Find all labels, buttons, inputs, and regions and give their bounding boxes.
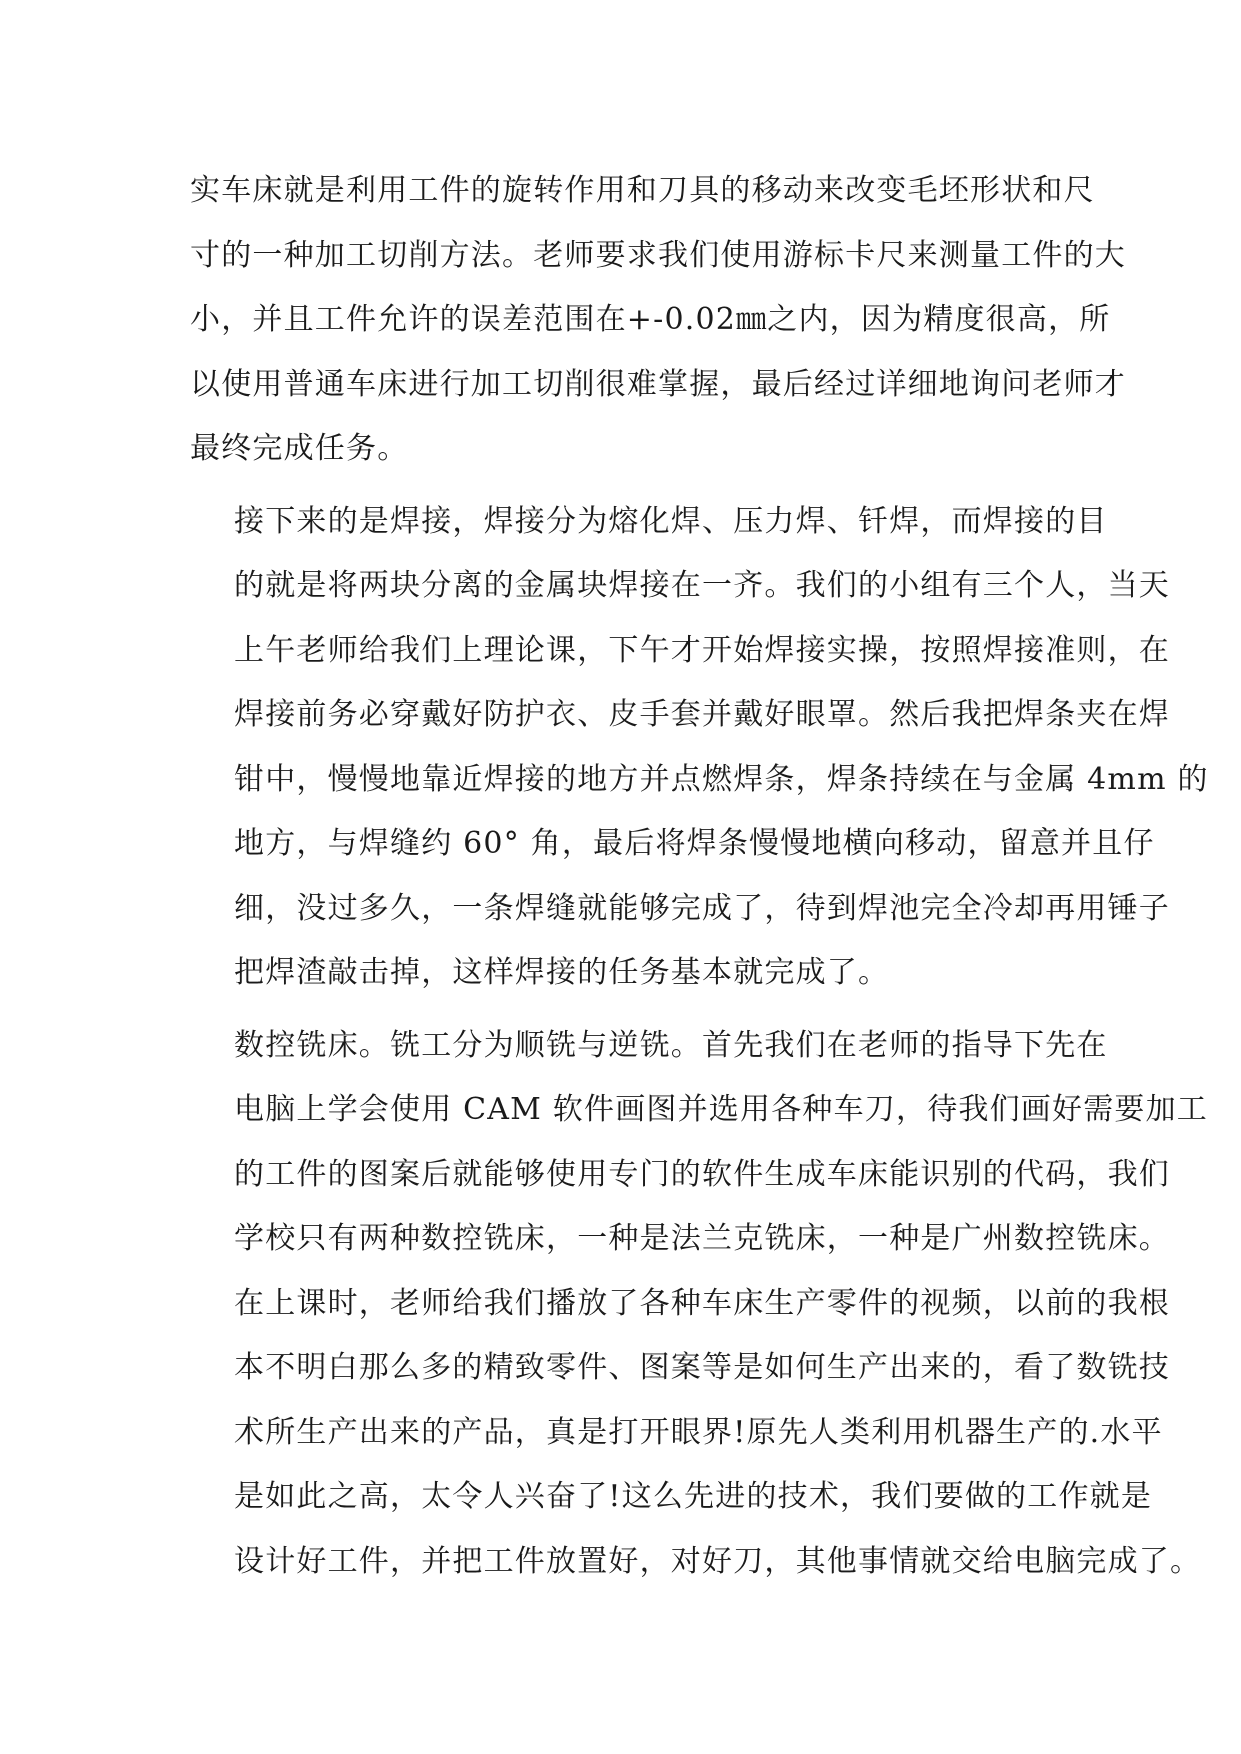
text-line: 数控铣床。铣工分为顺铣与逆铣。首先我们在老师的指导下先在 (234, 1027, 1108, 1063)
text-line: 以使用普通车床进行加工切削很难掌握，最后经过详细地询问老师才 (190, 366, 1126, 402)
text-line: 在上课时，老师给我们播放了各种车床生产零件的视频，以前的我根 (234, 1285, 1170, 1321)
text-line: 学校只有两种数控铣床，一种是法兰克铣床，一种是广州数控铣床。 (234, 1221, 1170, 1256)
text-line: 把焊渣敲击掉，这样焊接的任务基本就完成了。 (234, 955, 890, 990)
paragraph-lathe (190, 159, 1126, 482)
text-line: 术所生产出来的产品，真是打开眼界!原先人类利用机器生产的.水平 (234, 1414, 1163, 1450)
text-line: 最终完成任务。 (190, 431, 409, 466)
text-line: 接下来的是焊接，焊接分为熔化焊、压力焊、钎焊，而焊接的目 (234, 503, 1108, 539)
text-line: 地方，与焊缝约 60° 角，最后将焊条慢慢地横向移动，留意并且仔 (234, 826, 1155, 861)
text-line: 的就是将两块分离的金属块焊接在一齐。我们的小组有三个人，当天 (234, 568, 1170, 603)
text-line: 电脑上学会使用 CAM 软件画图并选用各种车刀，待我们画好需要加工 (234, 1092, 1209, 1127)
text-line: 是如此之高，太令人兴奋了!这么先进的技术，我们要做的工作就是 (234, 1479, 1153, 1514)
text-line: 实车床就是利用工件的旋转作用和刀具的移动来改变毛坯形状和尺 (190, 173, 1095, 208)
text-line: 细，没过多久，一条焊缝就能够完成了，待到焊池完全冷却再用锤子 (234, 890, 1170, 926)
paragraph-welding (190, 490, 1209, 1006)
text-line: 本不明白那么多的精致零件、图案等是如何生产出来的，看了数铣技 (234, 1350, 1170, 1385)
text-line: 钳中，慢慢地靠近焊接的地方并点燃焊条，焊条持续在与金属 4mm 的 (234, 761, 1209, 797)
text-line: 寸的一种加工切削方法。老师要求我们使用游标卡尺来测量工件的大 (190, 237, 1126, 273)
text-line: 设计好工件，并把工件放置好，对好刀，其他事情就交给电脑完成了。 (234, 1543, 1202, 1579)
text-line: 焊接前务必穿戴好防护衣、皮手套并戴好眼罩。然后我把焊条夹在焊 (234, 697, 1170, 732)
text-line: 上午老师给我们上理论课，下午才开始焊接实操，按照焊接准则，在 (234, 632, 1170, 668)
text-line: 的工件的图案后就能够使用专门的软件生成车床能识别的代码，我们 (234, 1156, 1170, 1192)
text-line: 小，并且工件允许的误差范围在+-0.02㎜之内，因为精度很高，所 (190, 302, 1111, 337)
paragraph-cnc-milling (190, 1014, 1209, 1595)
document-body (190, 159, 1209, 1602)
